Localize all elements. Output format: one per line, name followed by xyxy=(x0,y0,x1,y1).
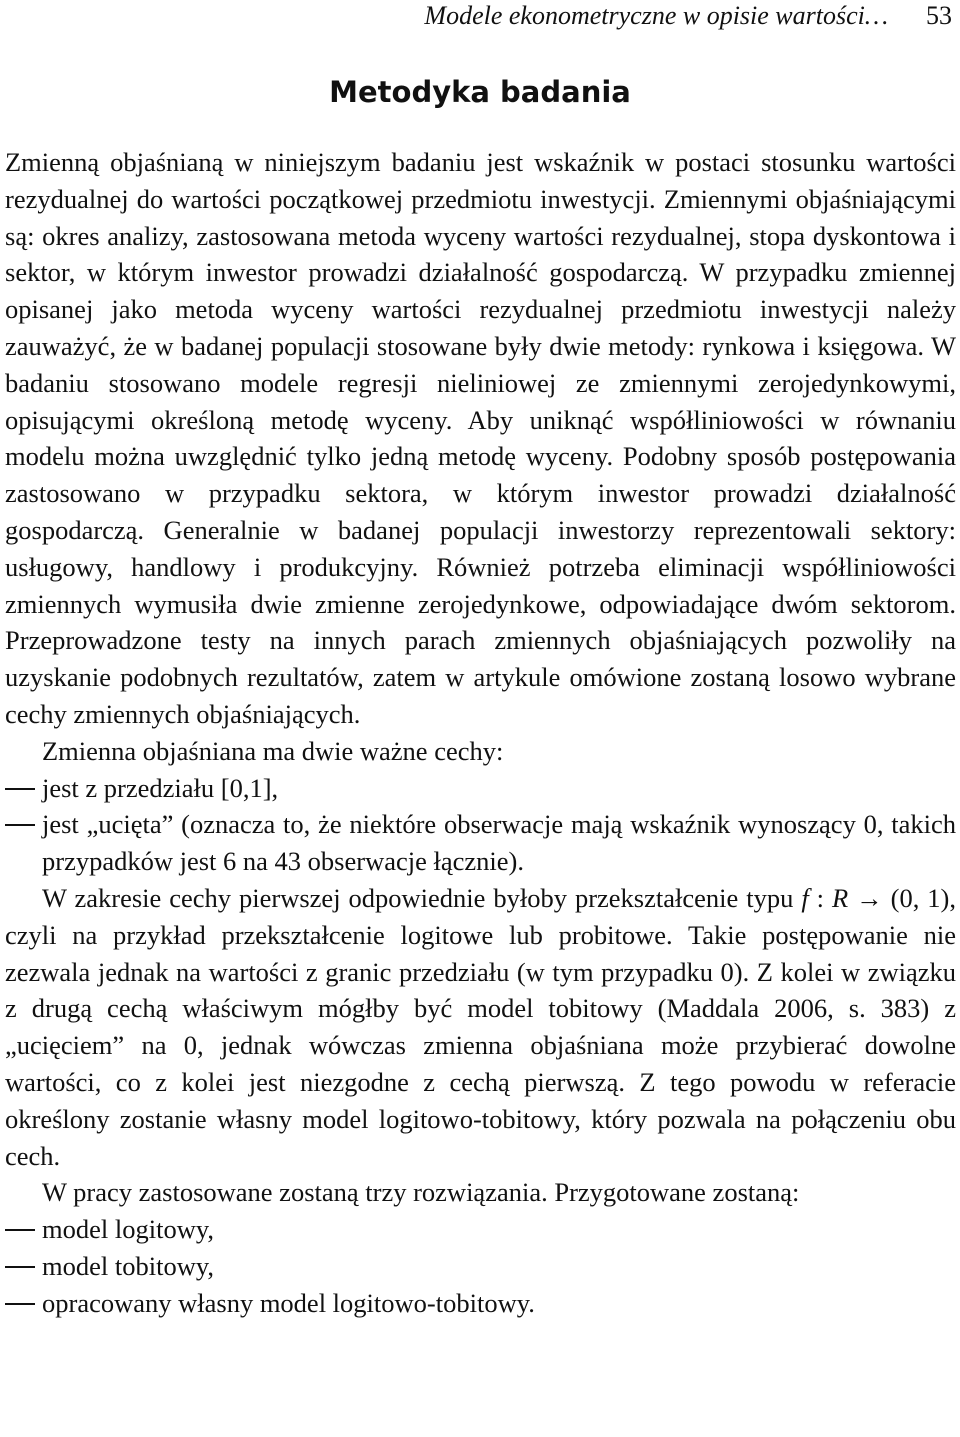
paragraph-features-intro: Zmienna objaśniana ma dwie ważne cechy: xyxy=(42,735,504,766)
features-list xyxy=(5,770,956,880)
body-text xyxy=(5,144,956,1322)
list-item: model logitowy, xyxy=(5,1211,956,1248)
running-header xyxy=(0,0,952,32)
list-item: model tobitowy, xyxy=(5,1248,956,1285)
list-item: opracowany własny model logitowo-tobitowy. xyxy=(5,1285,956,1322)
formula-r: R xyxy=(832,882,849,913)
transform-lead: W zakresie cechy pierwszej odpowiednie byłoby przekształcenie typu xyxy=(42,882,794,913)
transform-rest: , czyli na przykład przekształcenie logitowe lub probitowe. Takie postępowanie nie zezwala jednak na wartości z granic przedziału (w tym przypadku 0). Z kolei w związku z drugą cechą właściwym mógłby być model tobitowy (Maddala 2006, s. 383) z „ucięciem” na 0, jednak wówczas zmienna objaśniana może przybierać dowolne wartości, co z kolei jest niezgodne z cechą pierwszą. Z tego powodu w referacie określony zostanie własny model logitowo-tobitowy, który pozwala na połączeniu obu cech. xyxy=(5,882,957,1171)
paragraph-method: Zmienną objaśnianą w niniejszym badaniu jest wskaźnik w postaci stosunku wartości rezydualnej do wartości początkowej przedmiotu inwestycji. Zmiennymi objaśniającymi są: okres analizy, zastosowana metoda wyceny wartości rezydualnej, stopa dyskontowa i sektor, w którym inwestor prowadzi działalność gospodarczą. W przypadku zmiennej opisanej jako metoda wyceny wartości rezydualnej przedmiotu inwestycji należy zauważyć, że w badanej populacji stosowane były dwie metody: rynkowa i księgowa. W badaniu stosowano modele regresji nieliniowej ze zmiennymi zerojedynkowymi, opisującymi określoną metodę wyceny. Aby uniknąć współliniowości w równaniu modelu można uwzględnić tylko jedną metodę wyceny. Podobny sposób postępowania zastosowano w przypadku sektora, w którym inwestor prowadzi działalność gospodarczą. Generalnie w badanej populacji inwestorzy reprezentowali sektory: usługowy, handlowy i produkcyjny. Również potrzeba eliminacji współliniowości zmiennych wymusiła dwie zmienne zerojedynkowe, odpowiadające dwóm sektorom. Przeprowadzone testy na innych parach zmiennych objaśniających pozwoliły na uzyskanie podobnych rezultatów, zatem w artykule omówione zostaną losowo wybrane cechy zmiennych objaśniających. xyxy=(5,147,956,729)
formula-f: f xyxy=(801,882,809,913)
paragraph-solutions-intro: W pracy zastosowane zostaną trzy rozwiązania. Przygotowane zostaną: xyxy=(42,1177,800,1208)
running-title: Modele ekonometryczne w opisie wartości… xyxy=(424,1,888,30)
page-number: 53 xyxy=(926,1,952,30)
section-title: Metodyka badania xyxy=(329,75,631,109)
formula-arrow: → xyxy=(848,882,891,913)
formula-colon: : xyxy=(808,882,833,913)
list-item: jest „ucięta” (oznacza to, że niektóre obserwacje mają wskaźnik wynoszący 0, takich przypadków jest 6 na 43 obserwacje łącznie). xyxy=(5,806,956,880)
list-item: jest z przedziału [0,1], xyxy=(5,770,956,807)
paragraph-transformation xyxy=(5,880,956,1174)
formula-interval: (0, 1) xyxy=(890,882,950,913)
transformation-formula xyxy=(801,883,949,913)
solutions-list xyxy=(5,1211,956,1321)
